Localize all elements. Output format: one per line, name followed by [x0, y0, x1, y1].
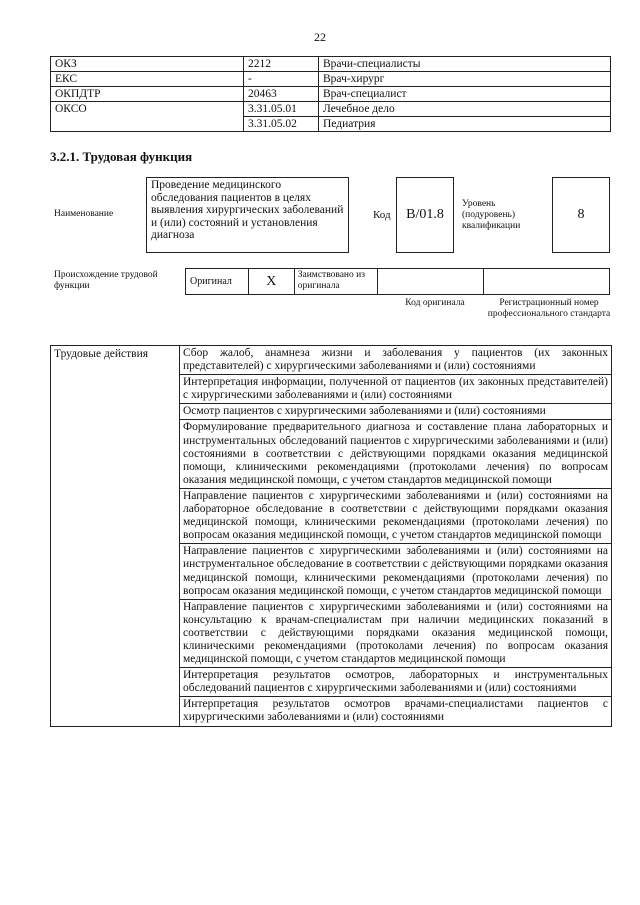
reg-number-label: Регистрационный номер профессионального стандарта	[487, 298, 611, 319]
name-label: Наименование	[54, 209, 114, 219]
list-item: Направление пациентов с хирургическими заболеваниями и (или) состояниями на лабораторное обследование в соответствии с действующими порядками оказания медицинской помощи, клиническими рекомендациями (протоколами лечения) по вопросам оказания медицинской помощи, с учетом стандартов медицинской помощи	[180, 489, 611, 544]
qualification-level-box: 8	[552, 177, 610, 253]
classifier-code: ОКСО	[51, 102, 244, 132]
labor-actions-table	[50, 345, 612, 727]
code-original-label: Код оригинала	[405, 298, 465, 308]
classifier-number: 3.31.05.01	[244, 102, 319, 117]
list-item: Направление пациентов с хирургическими заболеваниями и (или) состояниями на инструментальное обследование в соответствии с действующими порядками оказания медицинской помощи, клиническими рекомендациями (протоколами лечения) по вопросам оказания медицинской помощи, с учетом стандартов медицинской помощи	[180, 544, 611, 599]
page-number: 22	[314, 30, 326, 44]
table-row	[51, 72, 611, 87]
classifier-number: -	[244, 72, 319, 87]
labor-actions-label: Трудовые действия	[51, 346, 180, 727]
function-code-box: B/01.8	[396, 177, 454, 253]
classifier-code: ОКЗ	[51, 57, 244, 72]
table-row	[51, 57, 611, 72]
classification-table	[50, 56, 611, 132]
classifier-name: Врач-специалист	[319, 87, 611, 102]
original-mark: X	[248, 268, 295, 295]
original-label: Оригинал	[185, 268, 249, 295]
classifier-name: Лечебное дело	[319, 102, 611, 117]
list-item: Интерпретация информации, полученной от пациентов (их законных представителей) с хирургическими заболеваниями и (или) состояниями	[180, 375, 611, 404]
classifier-number: 2212	[244, 57, 319, 72]
origin-label: Происхождение трудовой функции	[54, 270, 158, 291]
list-item: Формулирование предварительного диагноза и составление плана лабораторных и инструментальных обследований пациентов с хирургическими заболеваниями и (или) состояниями в соответствии с действующими порядками оказания медицинской помощи, клиническими рекомендациями (протоколами лечения) по вопросам оказания медицинской помощи, с учетом стандартов медицинской помощи	[180, 420, 611, 488]
code-label: Код	[373, 209, 391, 221]
code-original-cell	[377, 268, 485, 295]
table-row	[51, 346, 612, 727]
classifier-name: Врачи-специалисты	[319, 57, 611, 72]
list-item: Направление пациентов с хирургическими заболеваниями и (или) состояниями на консультацию к врачам-специалистам при наличии медицинских показаний в соответствии с действующими порядками оказания медицинской помощи, клиническими рекомендациями (протоколами лечения) по вопросам оказания медицинской помощи, с учетом стандартов медицинской помощи	[180, 600, 611, 668]
classifier-code: ОКПДТР	[51, 87, 244, 102]
reg-number-cell	[483, 268, 610, 295]
table-row	[51, 102, 611, 117]
function-name-box: Проведение медицинского обследования пациентов в целях выявления хирургических заболеваний и (или) состояний и установления диагноза	[146, 177, 349, 253]
section-heading: 3.2.1. Трудовая функция	[50, 149, 193, 164]
classifier-name: Врач-хирург	[319, 72, 611, 87]
origin-row	[185, 268, 610, 295]
list-item: Интерпретация результатов осмотров, лабораторных и инструментальных обследований пациентов с хирургическими заболеваниями и (или) состояниями	[180, 668, 611, 697]
list-item: Сбор жалоб, анамнеза жизни и заболевания у пациентов (их законных представителей) с хирургическими заболеваниями и (или) состояниями	[180, 346, 611, 375]
classifier-number: 20463	[244, 87, 319, 102]
classifier-code: ЕКС	[51, 72, 244, 87]
list-item: Осмотр пациентов с хирургическими заболеваниями и (или) состояниями	[180, 404, 611, 420]
borrowed-label: Заимствовано из оригинала	[294, 268, 378, 295]
table-row	[51, 87, 611, 102]
level-label: Уровень (подуровень) квалификации	[462, 199, 521, 231]
labor-actions-list	[180, 346, 612, 727]
classifier-number: 3.31.05.02	[244, 117, 319, 132]
classifier-name: Педиатрия	[319, 117, 611, 132]
list-item: Интерпретация результатов осмотров врачами-специалистами пациентов с хирургическими заболеваниями и (или) состояниями	[183, 698, 608, 724]
